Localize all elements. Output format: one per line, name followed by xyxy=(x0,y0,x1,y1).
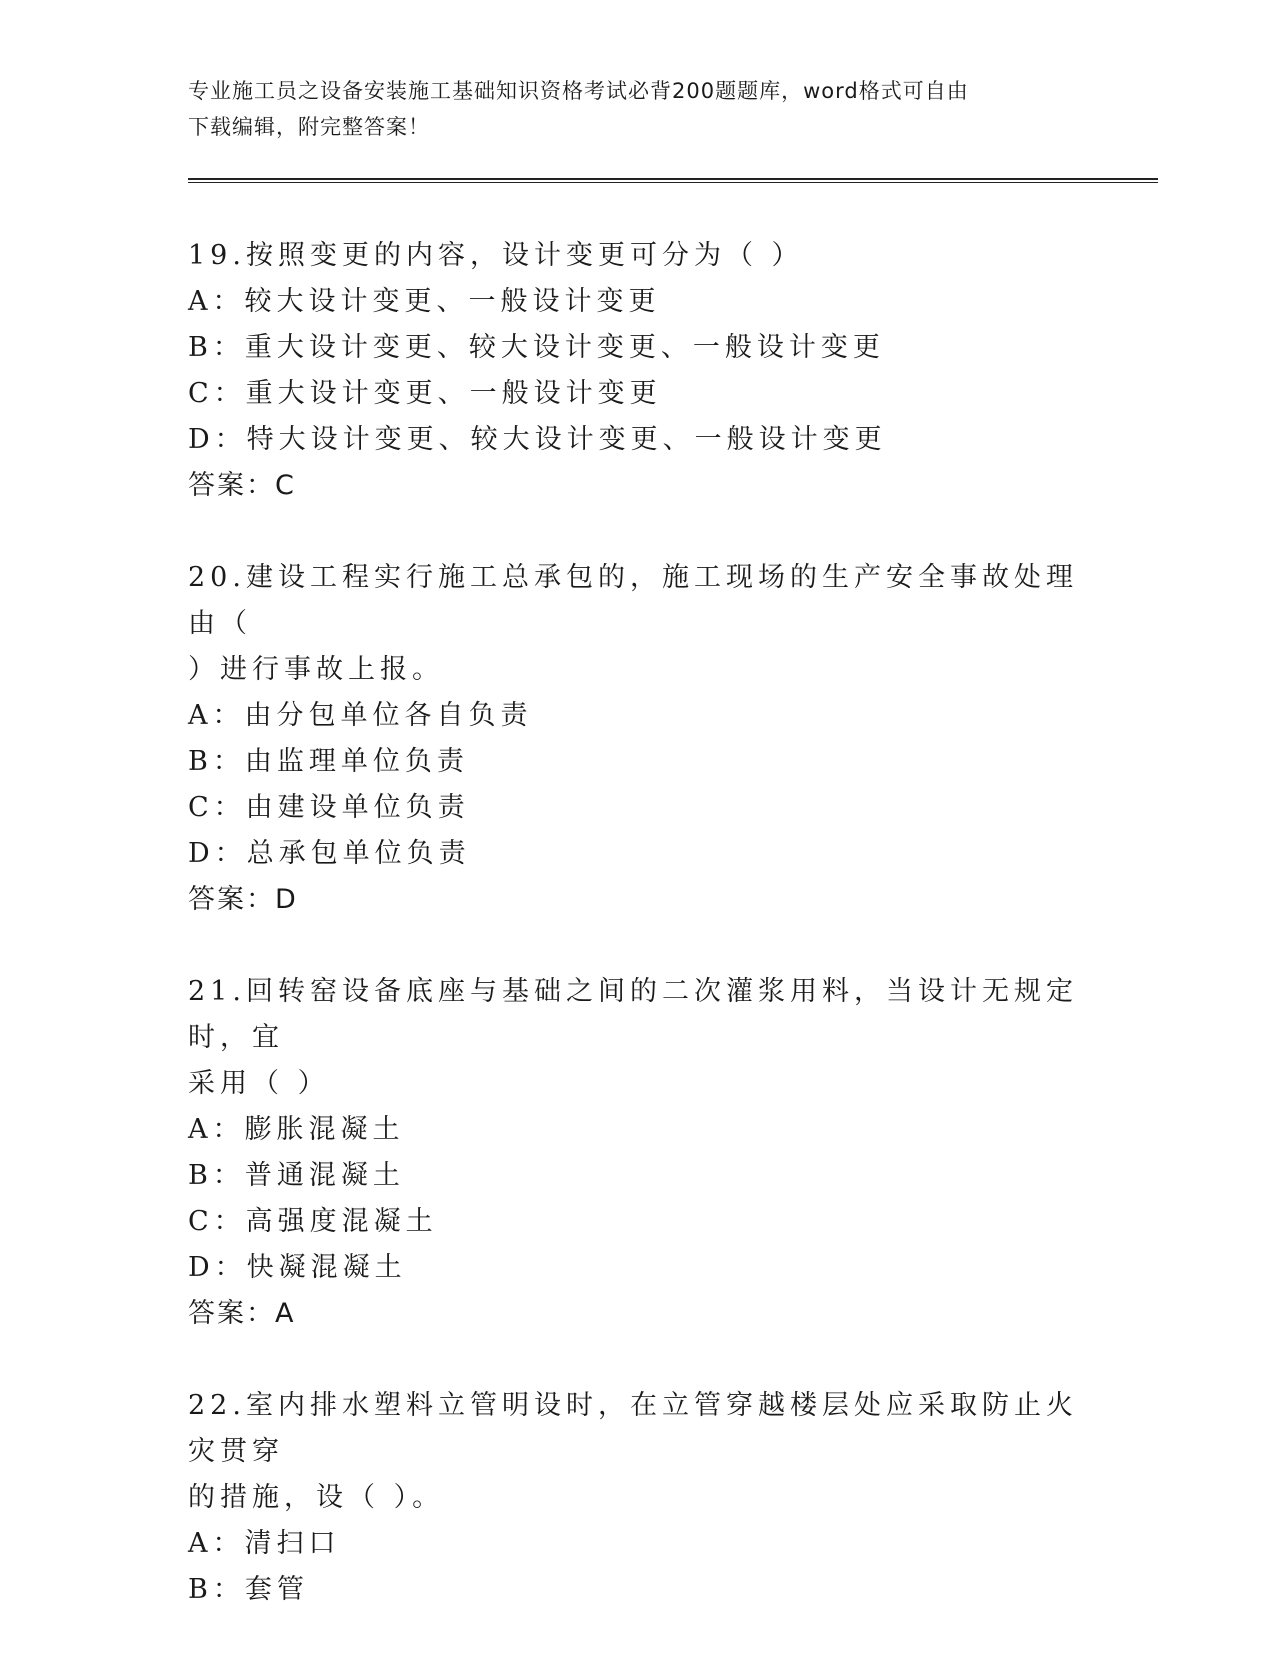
option-b: B：普通混凝土 xyxy=(188,1160,405,1191)
option-b: B：由监理单位负责 xyxy=(188,746,469,777)
question-text: 20.建设工程实行施工总承包的，施工现场的生产安全事故处理由（ xyxy=(188,562,1078,639)
answer: 答案：C xyxy=(188,470,296,501)
option-b: B：套管 xyxy=(188,1574,309,1605)
option-d: D：特大设计变更、较大设计变更、一般设计变更 xyxy=(188,424,887,455)
question-text: 19.按照变更的内容，设计变更可分为（ ） xyxy=(188,240,804,271)
question-list xyxy=(188,233,1088,1659)
question-text: 22.室内排水塑料立管明设时，在立管穿越楼层处应采取防止火灾贯穿 xyxy=(188,1390,1078,1467)
header-divider xyxy=(188,178,1158,183)
answer: 答案：D xyxy=(188,884,298,915)
option-a: A：较大设计变更、一般设计变更 xyxy=(188,286,661,317)
question-text: 21.回转窑设备底座与基础之间的二次灌浆用料，当设计无规定时，宜 xyxy=(188,976,1078,1053)
answer: 答案：A xyxy=(188,1298,296,1329)
option-c: C：由建设单位负责 xyxy=(188,792,470,823)
option-d: D：总承包单位负责 xyxy=(188,838,471,869)
question-20 xyxy=(188,555,1088,923)
question-text-continued: ）进行事故上报。 xyxy=(188,654,444,685)
option-d: D：快凝混凝土 xyxy=(188,1252,407,1283)
header-line-1: 专业施工员之设备安装施工基础知识资格考试必背200题题库，word格式可自由 xyxy=(188,79,969,103)
question-text-continued: 的措施，设（ ）。 xyxy=(188,1482,445,1513)
option-a: A：由分包单位各自负责 xyxy=(188,700,533,731)
option-b: B：重大设计变更、较大设计变更、一般设计变更 xyxy=(188,332,885,363)
document-header xyxy=(188,73,1088,145)
option-a: A：清扫口 xyxy=(188,1528,341,1559)
question-text-continued: 采用（ ） xyxy=(188,1068,330,1099)
header-line-2: 下载编辑，附完整答案！ xyxy=(188,115,430,139)
question-22 xyxy=(188,1383,1088,1613)
option-a: A：膨胀混凝土 xyxy=(188,1114,405,1145)
option-c: C：高强度混凝土 xyxy=(188,1206,438,1237)
question-19 xyxy=(188,233,1088,509)
question-21 xyxy=(188,969,1088,1337)
option-c: C：重大设计变更、一般设计变更 xyxy=(188,378,662,409)
